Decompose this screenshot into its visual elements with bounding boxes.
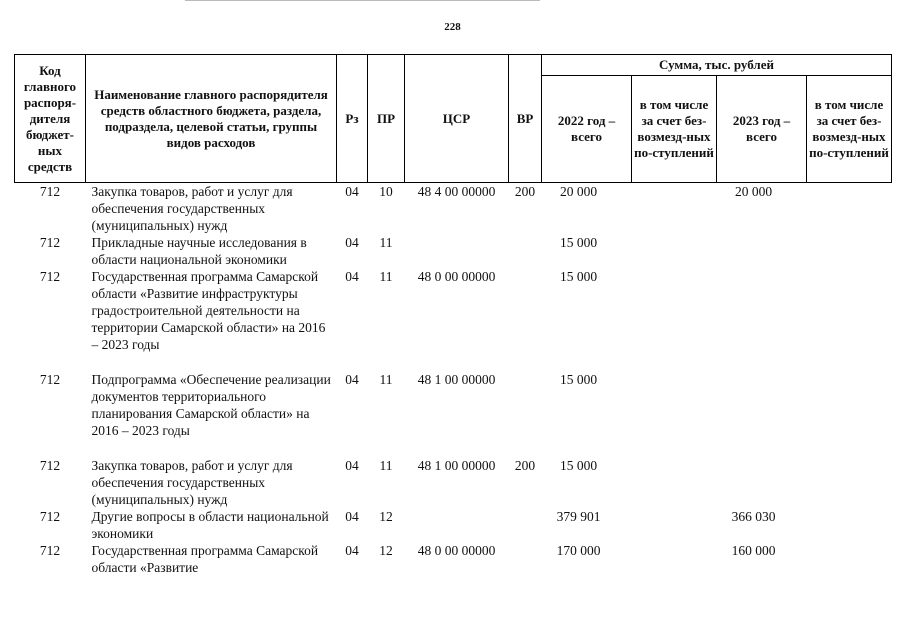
row-name: Прикладные научные исследования в области национальной экономики [91,235,307,267]
row-2022-total: 15 000 [559,235,598,250]
row-vr [509,542,542,576]
header-2023-free: в том числе за счет без-возмезд-ных по-ступлений [807,76,892,183]
row-2023-total [717,268,807,371]
header-2022-total: 2022 год – всего [542,76,632,183]
row-2022-free [632,371,717,457]
header-csr: ЦСР [405,55,509,183]
row-2023-free [807,268,892,371]
row-2022-free [632,457,717,508]
row-rz: 04 [345,184,359,199]
table-row [15,234,892,268]
header-rz: Рз [337,55,368,183]
row-2022-total: 15 000 [559,269,598,284]
table-row [15,183,892,235]
row-2023-free [807,371,892,457]
row-2022-free [632,508,717,542]
header-code: Код главного распоря-дителя бюджет-ных средств [15,55,86,183]
row-vr: 200 [514,184,536,199]
row-2023-total: 366 030 [731,509,776,524]
row-2023-total: 20 000 [734,184,773,199]
row-2023-total [717,371,807,457]
row-pr: 11 [379,372,393,387]
row-pr: 12 [379,543,393,558]
row-2022-total: 379 901 [556,509,601,524]
header-2023-total: 2023 год – всего [717,76,807,183]
row-2023-free [807,234,892,268]
row-pr: 11 [379,235,393,250]
top-rule [185,0,540,1]
row-2022-free [632,268,717,371]
row-rz: 04 [345,543,359,558]
row-pr: 11 [379,458,393,473]
table-row [15,542,892,576]
row-code: 712 [39,184,61,199]
row-2023-total [717,234,807,268]
row-rz: 04 [345,269,359,284]
table-row [15,457,892,508]
row-name: Подпрограмма «Обеспечение реализации документов территориального планирования Самарской области» на 2016 – 2023 годы [91,372,331,438]
row-vr [509,268,542,371]
row-2022-free [632,183,717,235]
row-name: Закупка товаров, работ и услуг для обеспечения государственных (муниципальных) нужд [91,184,293,233]
row-2022-total: 15 000 [559,458,598,473]
row-name: Закупка товаров, работ и услуг для обеспечения государственных (муниципальных) нужд [91,458,293,507]
row-2023-free [807,183,892,235]
header-name: Наименование главного распорядителя средств областного бюджета, раздела, подраздела, целевой статьи, группы видов расходов [86,55,337,183]
table-row [15,268,892,371]
budget-table [14,54,892,576]
row-code: 712 [39,543,61,558]
row-code: 712 [39,458,61,473]
row-vr [509,371,542,457]
header-sum: Сумма, тыс. рублей [542,55,892,76]
row-2023-total: 160 000 [731,543,776,558]
row-vr [509,508,542,542]
row-name: Государственная программа Самарской области «Развитие [91,543,319,575]
header-2022-free: в том числе за счет без-возмезд-ных по-ступлений [632,76,717,183]
row-csr: 48 4 00 00000 [417,184,496,199]
row-2023-total [717,457,807,508]
table-row [15,371,892,457]
row-pr: 11 [379,269,393,284]
table-row [15,508,892,542]
row-vr: 200 [514,458,536,473]
page-number: 228 [444,21,461,33]
header-pr: ПР [368,55,405,183]
row-2023-free [807,508,892,542]
row-csr: 48 1 00 00000 [417,458,496,473]
row-pr: 10 [379,184,393,199]
row-2022-total: 15 000 [559,372,598,387]
row-2022-total: 170 000 [556,543,601,558]
row-pr: 12 [379,509,393,524]
row-csr [405,508,509,542]
row-csr: 48 1 00 00000 [417,372,496,387]
row-vr [509,234,542,268]
header-vr: ВР [509,55,542,183]
row-code: 712 [39,269,61,284]
row-name: Другие вопросы в области национальной экономики [91,509,329,541]
row-2023-free [807,457,892,508]
row-code: 712 [39,372,61,387]
row-2023-free [807,542,892,576]
row-rz: 04 [345,458,359,473]
row-rz: 04 [345,235,359,250]
row-csr: 48 0 00 00000 [417,269,496,284]
row-rz: 04 [345,509,359,524]
row-2022-free [632,542,717,576]
row-code: 712 [39,509,61,524]
row-2022-free [632,234,717,268]
row-rz: 04 [345,372,359,387]
row-code: 712 [39,235,61,250]
row-csr: 48 0 00 00000 [417,543,496,558]
row-name: Государственная программа Самарской области «Развитие инфраструктуры градостроительной деятельности на территории Самарской области» на 2016 – 2023 годы [91,269,326,352]
row-csr [405,234,509,268]
row-2022-total: 20 000 [559,184,598,199]
